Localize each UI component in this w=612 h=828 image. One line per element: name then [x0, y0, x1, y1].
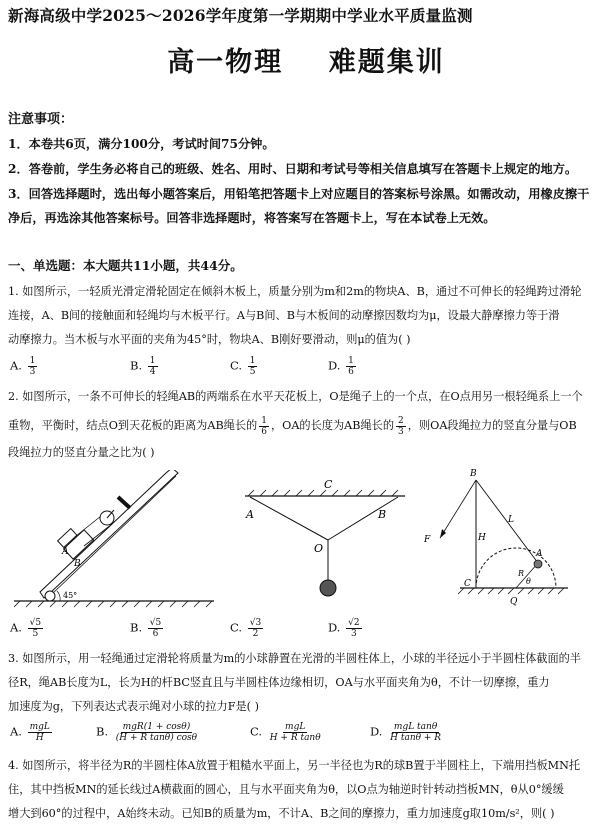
- q2-line-2: 重物，平衡时，结点O到天花板的距离为AB绳长的 $\frac{1}{6}$ ，OA的长度为AB绳长的 $\frac{2}{3}$ ，则OA段绳拉力的竖直分量与OB: [8, 415, 577, 437]
- angle-label: 45°: [63, 591, 78, 600]
- q4-line-1: 4. 如图所示，将半径为R的半圆柱体A放置于粗糙水平面上，另一半径也为R的球B置于半圆柱上，下端用挡板MN托: [8, 759, 581, 772]
- q3-option-b[interactable]: B. $\frac{\text{mgR(1 + cosθ)}}{\text{(H + R tanθ) cosθ}}$: [96, 722, 198, 743]
- notice-item-2: 2．答卷前，学生务必将自己的班级、姓名、用时、日期和考试号等相关信息填写在答题卡上规定的地方。: [8, 162, 578, 176]
- label-b: B: [378, 508, 387, 521]
- q3-line-3: 加速度为g，下列表达式表示绳对小球的拉力F是( ): [8, 700, 259, 713]
- label-a: A: [536, 549, 543, 559]
- q1-option-a[interactable]: A. $\frac{1}{3}$: [10, 356, 36, 377]
- subject-title: 高一物理 难题集训: [167, 47, 445, 78]
- q1-option-c[interactable]: C. $\frac{1}{5}$: [230, 356, 256, 377]
- q1-option-b[interactable]: B. $\frac{1}{4}$: [130, 356, 156, 377]
- q4-line-2: 住，其中挡板MN的延长线过A横截面的圆心，且与水平面夹角为θ，以O点为轴逆时针转动挡板MN，θ从0°缓缓: [8, 783, 564, 796]
- q3-option-c[interactable]: C. $\frac{\text{mgL}}{\text{H + R tanθ}}$: [250, 722, 321, 743]
- inclined-board: [40, 470, 178, 598]
- ceiling-hatch: [248, 490, 398, 496]
- label-theta: θ: [526, 577, 531, 586]
- label-c: C: [464, 579, 471, 589]
- label-h: H: [478, 533, 486, 543]
- q2-line-1: 2. 如图所示，一条不可伸长的轻绳AB的两端系在水平天花板上，O是绳子上的一个点，在O点用另一根轻绳系上一个: [8, 390, 583, 403]
- label-a: A: [246, 508, 254, 521]
- q2-option-c[interactable]: C. $\frac{√3}{2}$: [230, 618, 262, 639]
- q2-option-b[interactable]: B. $\frac{√5}{6}$: [130, 618, 162, 639]
- notice-item-3-cont: 净后，再选涂其他答案标号。回答非选择题时，将答案写在答题卡上，写在本试卷上无效。: [8, 211, 496, 225]
- rope-ob: [328, 497, 398, 540]
- notice-heading: 注意事项：: [8, 112, 74, 127]
- label-q: Q: [510, 597, 518, 607]
- label-l: L: [508, 515, 514, 525]
- q3-option-d[interactable]: D. $\frac{\text{mgL tanθ}}{\text{H tanθ + R}}$: [370, 722, 442, 743]
- hinge-circle: [45, 591, 55, 601]
- label-b: B: [470, 469, 477, 479]
- figure-half-cylinder: [418, 466, 568, 612]
- q1-line-1: 1. 如图所示，一轻质光滑定滑轮固定在倾斜木板上，质量分别为m和2m的物块A、B，通过不可伸长的轻绳跨过滑轮: [8, 285, 582, 298]
- notice-item-3: 3．回答选择题时，选出每小题答案后，用铅笔把答题卡上对应题目的答案标号涂黑。如需改动，用橡皮擦干: [8, 187, 590, 201]
- figure-incline-pulley: [14, 470, 214, 610]
- pulley-bracket: [118, 497, 130, 508]
- half-cylinder-arc: [476, 548, 556, 588]
- angle-arc: [57, 591, 60, 601]
- section-title: 一、单选题：本大题共11小题，共44分。: [8, 258, 243, 273]
- q3-line-2: 径R，绳AB长度为L，长为H的杆BC竖直且与半圆柱体边缘相切，OA与水平面夹角为θ，不计一切摩擦，重力: [8, 676, 550, 689]
- label-b: B: [74, 559, 81, 569]
- figure-hanging-weight: [240, 476, 410, 606]
- label-r: R: [518, 569, 525, 578]
- q2-line-3: 段绳拉力的竖直分量之比为( ): [8, 446, 155, 459]
- label-a: A: [62, 547, 69, 557]
- q3-line-1: 3. 如图所示，用一轻绳通过定滑轮将质量为m的小球静置在光滑的半圆柱体上，小球的半径远小于半圆柱体截面的半: [8, 652, 582, 665]
- q2-option-d[interactable]: D. $\frac{√2}{3}$: [328, 618, 360, 639]
- ground-hatch: [14, 601, 212, 607]
- q1-line-3: 动摩擦力。当木板与水平面的夹角为45°时，物块A、B刚好要滑动，则μ的值为( ): [8, 333, 411, 346]
- q4-line-3: 增大到60°的过程中，A始终未动。已知B的质量为m，不计A、B之间的摩擦力，重力加速度g取10m/s²，则( ): [8, 807, 555, 820]
- label-f: F: [424, 535, 431, 545]
- label-o: O: [314, 542, 324, 555]
- rope-oa: [250, 497, 328, 540]
- exam-title: 新海高级中学2025～2026学年度第一学期期中学业水平质量监测: [8, 6, 473, 25]
- ball-a: [534, 560, 542, 568]
- q2-option-a[interactable]: A. $\frac{√5}{5}$: [10, 618, 42, 639]
- notice-item-1: 1．本卷共6页，满分100分，考试时间75分钟。: [8, 137, 275, 151]
- line-bf: [440, 480, 476, 538]
- weight-ball: [320, 580, 336, 596]
- q1-line-2: 连接，A、B间的接触面和轻绳均与木板平行。A与B间、B与木板间的动摩擦因数均为μ，设最大静摩擦力等于滑: [8, 309, 560, 322]
- q1-option-d[interactable]: D. $\frac{1}{6}$: [328, 356, 354, 377]
- ground-hatch: [458, 588, 564, 594]
- q3-option-a[interactable]: A. $\frac{\text{mgL}}{H}$: [10, 722, 50, 743]
- label-c: C: [324, 478, 333, 491]
